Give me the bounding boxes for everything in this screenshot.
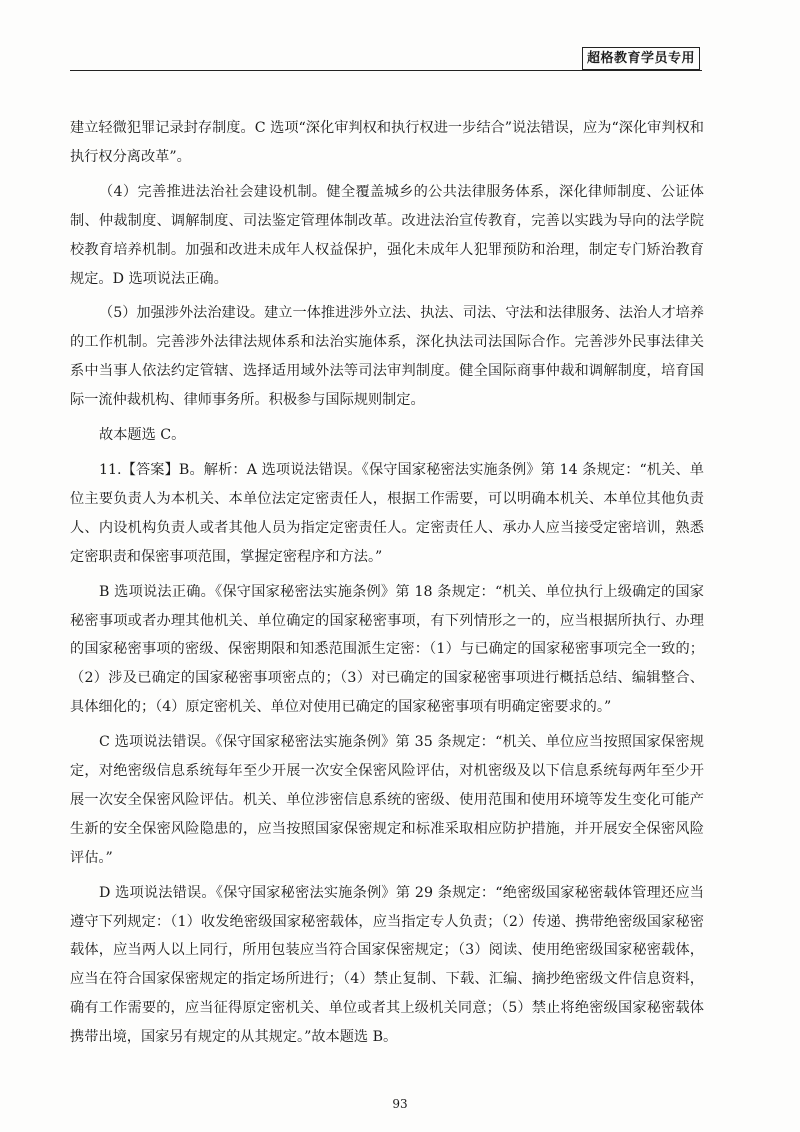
body-text: [70, 114, 704, 1058]
paragraph-conclusion-c: 故本题选 C。: [99, 427, 186, 444]
header-badge: 超格教育学员专用: [582, 47, 700, 70]
header-rule: [70, 70, 702, 71]
page-number: 93: [392, 1097, 408, 1111]
paragraph-option-b: B 选项说法正确。《保守国家秘密法实施条例》第 18 条规定：“机关、单位执行上级确定的国家秘密事项或者办理其他机关、单位确定的国家秘密事项，有下列情形之一的，应当根据所执行、办理的国家秘密事项的密级、保密期限和知悉范围派生定密：（1）与已确定的国家秘密事项完全一致的；（2）涉及已确定的国家秘密事项密点的；（3）对已确定的国家秘密事项进行概括总结、编辑整合、具体细化的；（4）原定密机关、单位对使用已确定的国家秘密事项有明确定密要求的。”: [70, 583, 704, 716]
paragraph-question-11-option-a: 11.【答案】B。解析：A 选项说法错误。《保守国家秘密法实施条例》第 14 条规定：“机关、单位主要负责人为本机关、本单位法定定密责任人，根据工作需要，可以明确本机关、本单位其他负责人、内设机构负责人或者其他人员为指定定密责任人。定密责任人、承办人应当接受定密培训，熟悉定密职责和保密事项范围，掌握定密程序和方法。”: [70, 461, 704, 565]
paragraph-option-c: C 选项说法错误。《保守国家秘密法实施条例》第 35 条规定：“机关、单位应当按照国家保密规定，对绝密级信息系统每年至少开展一次安全保密风险评估，对机密级及以下信息系统每两年至少开展一次安全保密风险评估。机关、单位涉密信息系统的密级、使用范围和使用环境等发生变化可能产生新的安全保密风险隐患的，应当按照国家保密规定和标准采取相应防护措施，并开展安全保密风险评估。”: [70, 734, 704, 866]
paragraph-continuation: 建立轻微犯罪记录封存制度。C 选项“深化审判权和执行权进一步结合”说法错误，应为“深化审判权和执行权分离改革”。: [70, 120, 704, 165]
paragraph-point-4: （4）完善推进法治社会建设机制。健全覆盖城乡的公共法律服务体系，深化律师制度、公证体制、仲裁制度、调解制度、司法鉴定管理体制改革。改进法治宣传教育，完善以实践为导向的法学院校教育培养机制。加强和改进未成年人权益保护，强化未成年人犯罪预防和治理，制定专门矫治教育规定。D 选项说法正确。: [70, 183, 704, 287]
paragraph-option-d: D 选项说法错误。《保守国家秘密法实施条例》第 29 条规定：“绝密级国家秘密载体管理还应当遵守下列规定：（1）收发绝密级国家秘密载体，应当指定专人负责；（2）传递、携带绝密级国家秘密载体，应当两人以上同行，所用包装应当符合国家保密规定；（3）阅读、使用绝密级国家秘密载体，应当在符合国家保密规定的指定场所进行；（4）禁止复制、下载、汇编、摘抄绝密级文件信息资料，确有工作需要的，应当征得原定密机关、单位或者其上级机关同意；（5）禁止将绝密级国家秘密载体携带出境，国家另有规定的从其规定。”故本题选 B。: [70, 884, 704, 1046]
paragraph-point-5: （5）加强涉外法治建设。建立一体推进涉外立法、执法、司法、守法和法律服务、法治人才培养的工作机制。完善涉外法律法规体系和法治实施体系，深化执法司法国际合作。完善涉外民事法律关系中当事人依法约定管辖、选择适用域外法等司法审判制度。健全国际商事仲裁和调解制度，培育国际一流仲裁机构、律师事务所。积极参与国际规则制定。: [70, 305, 704, 409]
